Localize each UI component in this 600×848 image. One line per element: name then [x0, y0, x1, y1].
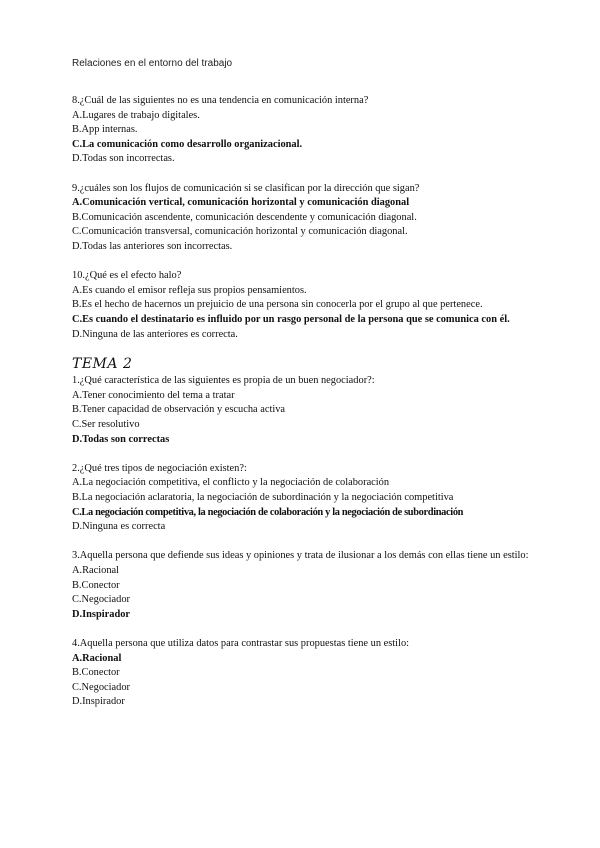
option-c-correct: C.Es cuando el destinatario es influido por un rasgo personal de la persona que se comunica con él.	[72, 313, 510, 325]
option-b: B.La negociación aclaratoria, la negociación de subordinación y la negociación competitiva	[72, 492, 454, 504]
option-c: C.Ser resolutivo	[72, 419, 140, 431]
option-c-correct: C.La negociación competitiva, la negociación de colaboración y la negociación de subordinación	[72, 506, 464, 518]
option-d-correct: D.Todas son correctas	[72, 433, 170, 445]
option-b: B.Comunicación ascendente, comunicación descendente y comunicación diagonal.	[72, 211, 417, 223]
option-d: D.Ninguna de las anteriores es correcta.	[72, 328, 238, 340]
option-b: B.Tener capacidad de observación y escucha activa	[72, 404, 286, 416]
option-a: A.Tener conocimiento del tema a tratar	[72, 389, 235, 401]
option-c: C.Negociador	[72, 681, 130, 693]
question-text: 2.¿Qué tres tipos de negociación existen?:	[72, 462, 247, 474]
option-a: A.Racional	[72, 565, 120, 576]
option-b: B.App internas.	[72, 124, 138, 136]
question-block	[72, 637, 542, 710]
question-block	[72, 462, 542, 535]
option-c: C.Negociador	[72, 594, 130, 606]
option-b: B.Conector	[72, 579, 120, 591]
page-header: Relaciones en el entorno del trabajo	[72, 58, 233, 69]
option-a-correct: A.Racional	[72, 652, 122, 664]
option-d: D.Ninguna es correcta	[72, 521, 166, 533]
document-content	[72, 94, 542, 725]
question-block	[72, 94, 542, 167]
option-a: A.La negociación competitiva, el conflicto y la negociación de colaboración	[72, 477, 390, 489]
option-d: D.Todas son incorrectas.	[72, 153, 175, 165]
option-a-correct: A.Comunicación vertical, comunicación horizontal y comunicación diagonal	[72, 197, 410, 209]
section-heading: TEMA 2	[72, 355, 133, 372]
option-a: A.Lugares de trabajo digitales.	[72, 109, 200, 121]
question-text: 9.¿cuáles son los flujos de comunicación si se clasifican por la dirección que sigan?	[72, 182, 420, 194]
question-block	[72, 269, 542, 342]
option-b: B.Es el hecho de hacernos un prejuicio de una persona sin conocerla por el grupo al que pertenece.	[72, 299, 483, 311]
question-text: 8.¿Cuál de las siguientes no es una tendencia en comunicación interna?	[72, 95, 369, 106]
question-block	[72, 182, 542, 255]
option-d-correct: D.Inspirador	[72, 608, 131, 620]
question-text: 4.Aquella persona que utiliza datos para contrastar sus propuestas tiene un estilo:	[72, 637, 410, 649]
question-text: 3.Aquella persona que defiende sus ideas y opiniones y trata de ilusionar a los demás con ellas tiene un estilo:	[72, 550, 529, 562]
option-d: D.Inspirador	[72, 696, 125, 708]
option-c-correct: C.La comunicación como desarrollo organizacional.	[72, 138, 303, 150]
option-b: B.Conector	[72, 667, 120, 679]
option-c: C.Comunicación transversal, comunicación horizontal y comunicación diagonal.	[72, 226, 408, 238]
question-text: 1.¿Qué característica de las siguientes es propia de un buen negociador?:	[72, 375, 375, 387]
question-block	[72, 374, 542, 447]
option-d: D.Todas las anteriores son incorrectas.	[72, 240, 233, 252]
question-text: 10.¿Qué es el efecto halo?	[72, 270, 182, 282]
option-a: A.Es cuando el emisor refleja sus propios pensamientos.	[72, 284, 307, 296]
question-block	[72, 549, 542, 622]
